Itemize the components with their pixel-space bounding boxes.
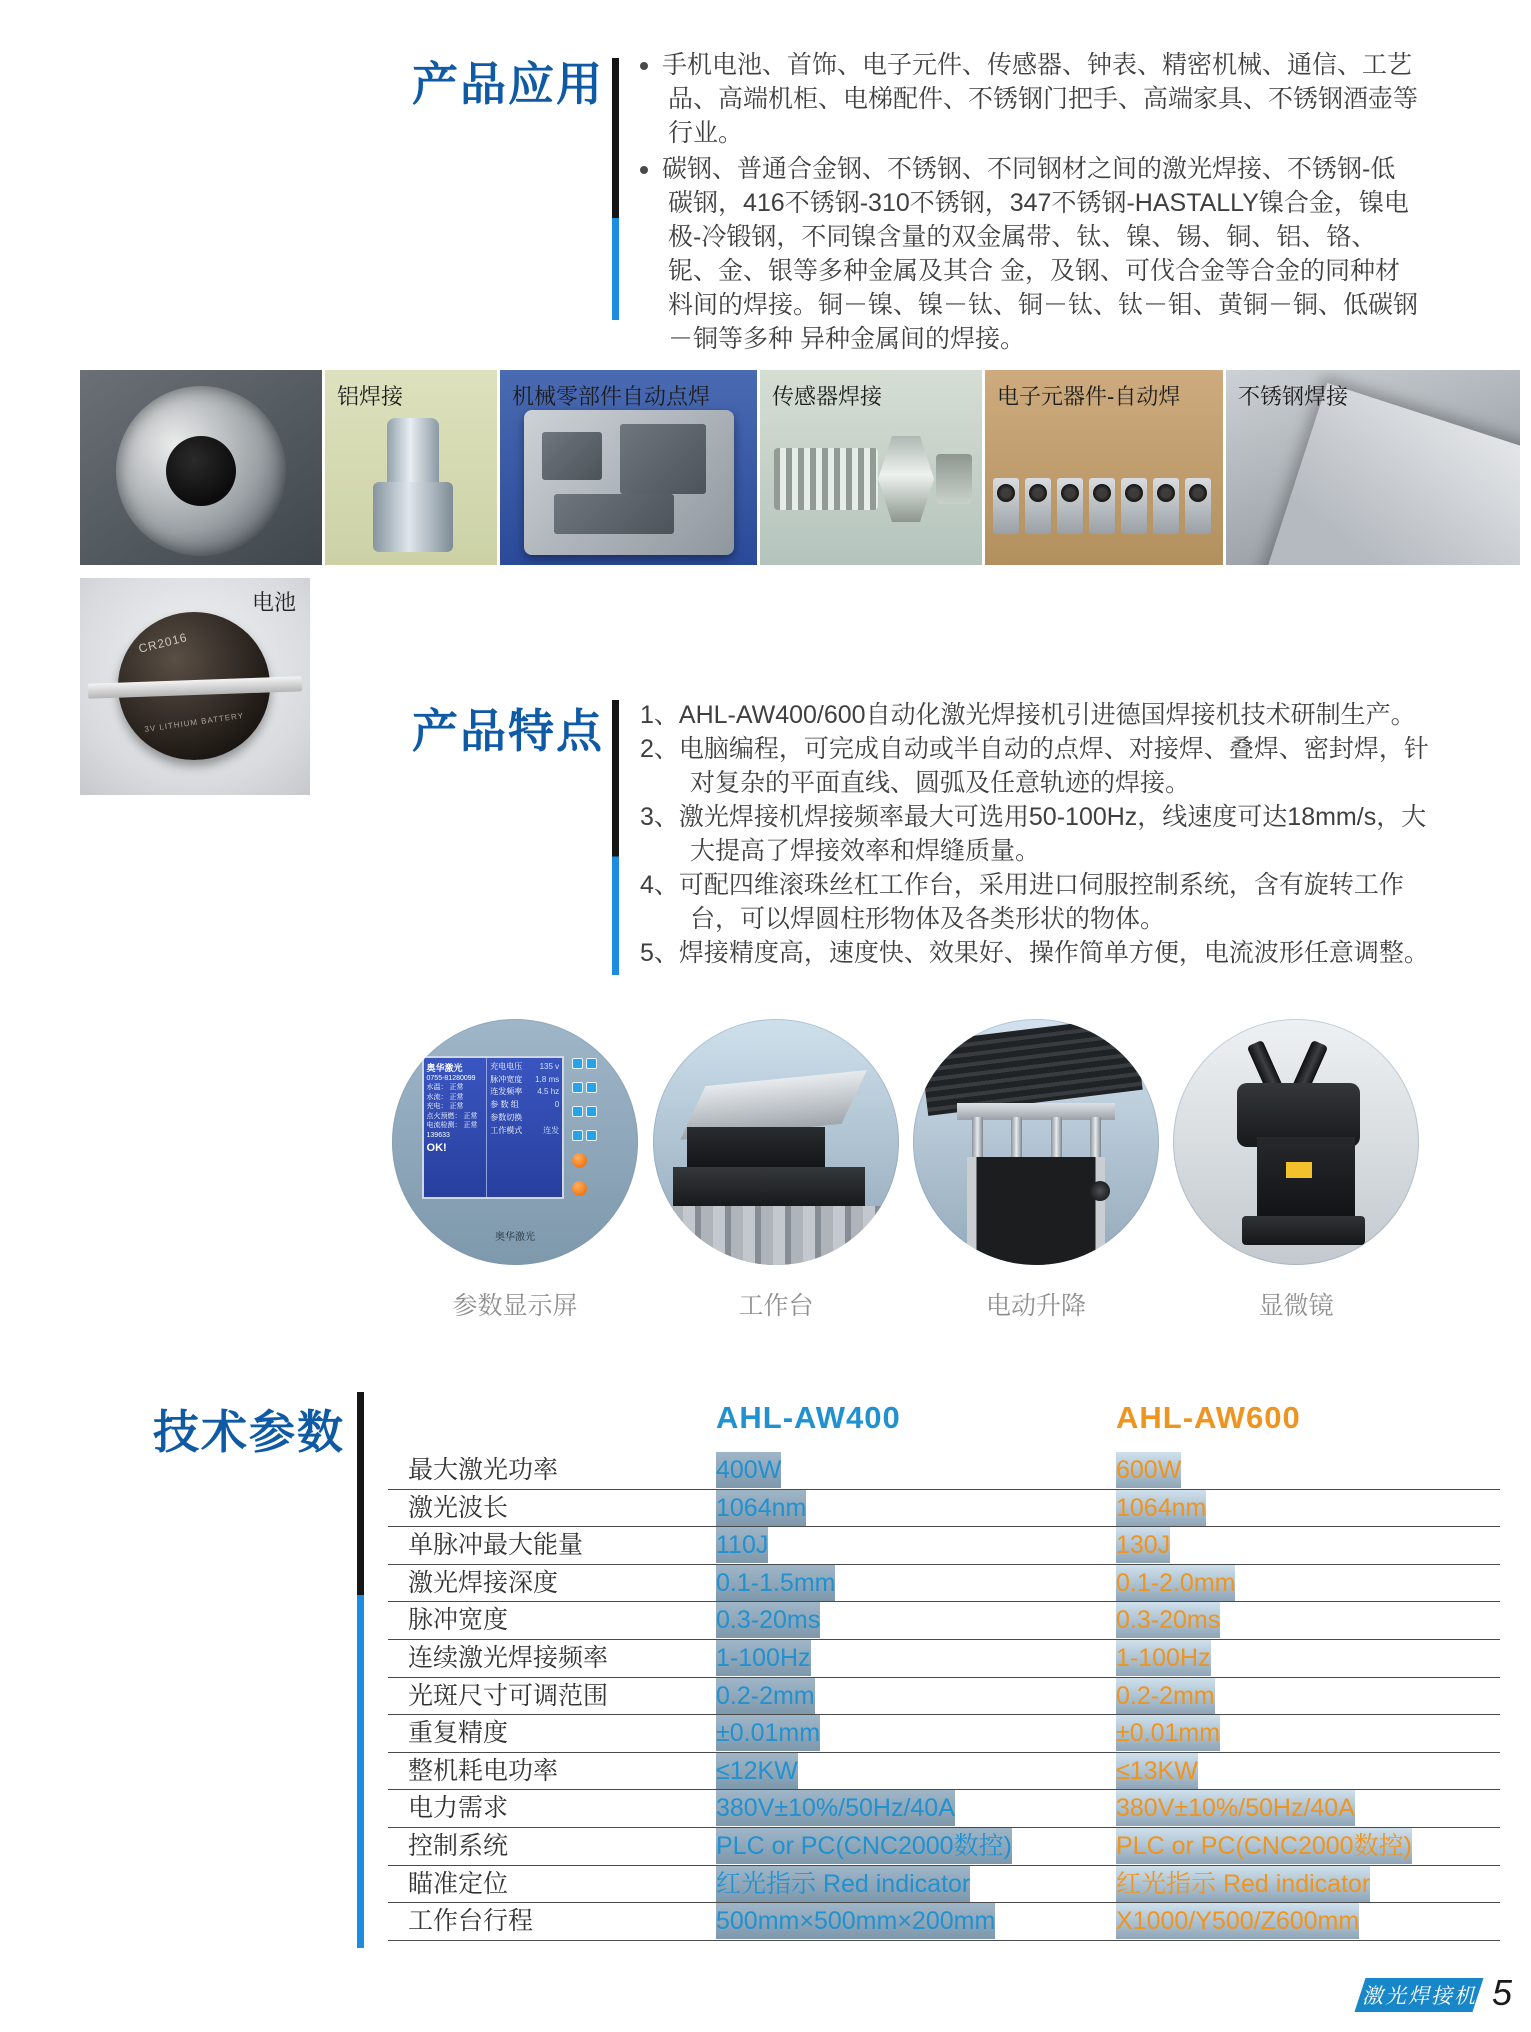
metal-disc-hole-art	[166, 436, 236, 506]
photo-welded-metal-disc	[80, 370, 322, 565]
photo-electronic-components-auto-welding	[985, 370, 1223, 565]
spec-table-row: 电力需求 380V±10%/50Hz/40A 380V±10%/50Hz/40A	[388, 1790, 1500, 1828]
gallery-caption: 参数显示屏	[452, 1292, 578, 1320]
lift-knob-art	[1090, 1181, 1110, 1201]
spec-table-row: 瞄准定位 红光指示 Red indicator 红光指示 Red indicator	[388, 1866, 1500, 1904]
microscope-warning-label-art	[1286, 1162, 1312, 1178]
lift-top-slab-art	[919, 1019, 1143, 1116]
spec-table-row: 脉冲宽度 0.3-20ms 0.3-20ms	[388, 1602, 1500, 1640]
photo-label: 不锈钢焊接	[1238, 384, 1349, 409]
spec-table-row: 激光波长 1064nm 1064nm	[388, 1490, 1500, 1528]
spec-table-row: 重复精度 ±0.01mm ±0.01mm	[388, 1715, 1500, 1753]
orange-button-icon	[572, 1153, 587, 1168]
spec-table-row: 整机耗电功率 ≤12KW ≤13KW	[388, 1753, 1500, 1791]
spec-table-row: 连续激光焊接频率 1-100Hz 1-100Hz	[388, 1640, 1500, 1678]
specs-divider-bar	[357, 1392, 364, 1948]
applications-heading: 产品应用	[412, 58, 604, 110]
applications-text	[640, 48, 1420, 358]
bullet-text: 手机电池、首饰、电子元件、传感器、钟表、精密机械、通信、工艺品、高端机柜、电梯配件、不锈钢门把手、高端家具、不锈钢酒壶等行业。	[662, 51, 1419, 147]
sensor-cap-art	[936, 454, 972, 504]
lcd-parameter-column: 充电电压 135 v 脉冲宽度 1.8 ms 连发频率 4.5 hz 参 数 组 0 参数切换 工作模式 连发	[490, 1061, 560, 1135]
gallery-caption: 显微镜	[1258, 1292, 1334, 1320]
lift-post-art	[972, 1117, 983, 1159]
feature-item: 4、可配四维滚珠丝杠工作台，采用进口伺服控制系统，含有旋转工作台，可以焊圆柱形物体及各类形状的物体。	[640, 871, 1404, 933]
applications-bullet	[640, 152, 1420, 356]
worktable-stage-art	[687, 1127, 825, 1171]
spec-table-row: 最大激光功率 400W 600W	[388, 1452, 1500, 1490]
feature-item: 1、AHL-AW400/600自动化激光焊接机引进德国焊接机技术研制生产。	[640, 701, 1416, 729]
photo-sensor-welding	[760, 370, 982, 565]
sensor-ribbed-cylinder-art	[774, 448, 878, 510]
application-photo-strip	[80, 370, 1520, 565]
specs-heading: 技术参数	[153, 1406, 345, 1458]
coin-cell-model-text: CR2016	[137, 630, 189, 656]
footer-category-badge	[1354, 1978, 1483, 2012]
photo-label: 铝焊接	[337, 384, 404, 409]
feature-item: 5、焊接精度高，速度快、效果好、操作简单方便，电流波形任意调整。	[640, 939, 1429, 967]
applications-bullet	[640, 48, 1420, 150]
spec-table-row: 单脉冲最大能量 110J 130J	[388, 1527, 1500, 1565]
worktable-base-art	[673, 1167, 865, 1211]
lift-post-art	[1011, 1117, 1022, 1159]
bullet-dot-icon	[640, 62, 648, 70]
applications-divider-bar	[612, 58, 619, 320]
battery-label: 电池	[251, 590, 296, 615]
photo-stainless-steel-welding	[1226, 370, 1520, 565]
circle-photo-worktable	[653, 1019, 899, 1265]
features-list	[640, 698, 1440, 970]
microscope-body-art	[1257, 1137, 1355, 1221]
photo-machine-parts-spot-welding	[500, 370, 757, 565]
footer-badge-label: 激光焊接机	[1361, 1985, 1477, 2008]
spec-table	[388, 1452, 1500, 1941]
lift-body-art	[967, 1157, 1105, 1265]
gallery-caption: 工作台	[738, 1292, 814, 1320]
microscope-base-art	[1242, 1216, 1365, 1246]
feature-item: 2、电脑编程，可完成自动或半自动的点焊、对接焊、叠焊、密封焊，针对复杂的平面直线、圆弧及任意轨迹的焊接。	[640, 735, 1429, 797]
spec-table-row: 工作台行程 500mm×500mm×200mm X1000/Y500/Z600mm	[388, 1903, 1500, 1941]
coin-cell-type-text: 3V LITHIUM BATTERY	[143, 711, 245, 734]
spec-table-row: 光斑尺寸可调范围 0.2-2mm 0.2-2mm	[388, 1678, 1500, 1716]
spec-table-row: 激光焊接深度 0.1-1.5mm 0.1-2.0mm	[388, 1565, 1500, 1603]
bullet-dot-icon	[640, 166, 648, 174]
lift-post-art	[1090, 1117, 1101, 1159]
bullet-text: 碳钢、普通合金钢、不锈钢、不同钢材之间的激光焊接、不锈钢-低碳钢，416不锈钢-310不锈钢，347不锈钢-HASTALLY镍合金，镍电极-冷锻钢，不同镍含量的双金属带、钛、镍、锡、铜、铝、铬、铌、金、银等多种金属及其合 金，及钢、可伐合金等合金的同种材料间的焊接。铜－镍、镍－钛、铜－钛、钛－钼、黄铜－铜、低碳钢－铜等多种 异种金属间的焊接。	[662, 155, 1419, 353]
circle-photo-microscope	[1173, 1019, 1419, 1265]
lcd-screen-art	[422, 1056, 565, 1199]
photo-label: 电子元器件-自动焊	[997, 384, 1181, 409]
lcd-status-column: 奥华激光 0755-81280099 水温： 正常 水流： 正常 充电： 正常 点火预燃： 正常 电流检测： 正常 139633 OK!	[424, 1058, 488, 1197]
aluminum-pipe-base-art	[373, 482, 453, 552]
component-clips-art	[993, 478, 1215, 534]
circle-photo-parameter-display	[392, 1019, 638, 1265]
photo-battery	[80, 578, 310, 795]
worktable-frame-art	[653, 1206, 899, 1265]
photo-label: 传感器焊接	[772, 384, 883, 409]
photo-aluminum-welding	[325, 370, 497, 565]
panel-buttons-art	[572, 1058, 597, 1196]
aluminum-pipe-art	[387, 418, 439, 488]
lift-post-art	[1051, 1117, 1062, 1159]
sensor-hex-nut-art	[878, 436, 934, 522]
stamped-part-art	[524, 410, 734, 555]
photo-label: 机械零部件自动点焊	[512, 384, 711, 409]
gallery-caption: 电动升降	[985, 1292, 1086, 1320]
circle-photo-motor-lift	[913, 1019, 1159, 1265]
panel-brand-text: 奥华激光	[495, 1231, 535, 1243]
spec-table-row: 控制系统 PLC or PC(CNC2000数控) PLC or PC(CNC2000数控)	[388, 1828, 1500, 1866]
page-number: 5	[1492, 1972, 1513, 2013]
spec-column-header-aw400: AHL-AW400	[716, 1400, 901, 1435]
orange-button-icon	[572, 1181, 587, 1196]
features-heading: 产品特点	[412, 705, 604, 757]
spec-column-header-aw600: AHL-AW600	[1116, 1400, 1301, 1435]
features-divider-bar	[612, 700, 619, 975]
feature-item: 3、激光焊接机焊接频率最大可选用50-100Hz，线速度可达18mm/s，大大提高了焊接效率和焊缝质量。	[640, 803, 1427, 865]
